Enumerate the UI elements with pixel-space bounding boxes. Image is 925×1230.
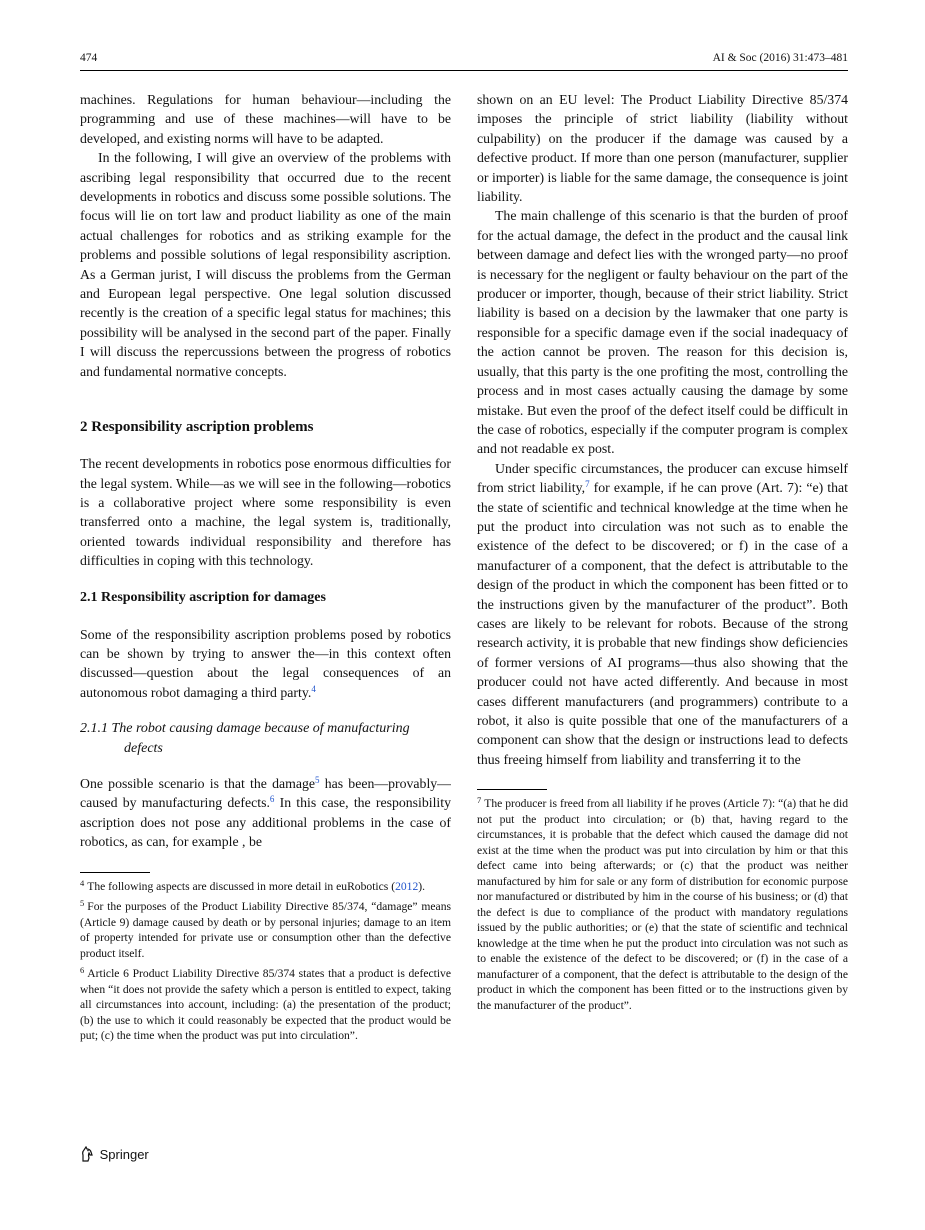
paragraph: The main challenge of this scenario is that the burden of proof for the actual damage, the defect in the product and the causal link between damage and defect lies with the wronged party—no proof is necessary for the negligent or faulty behaviour on the part of the producer or importer, though, because of their strict liability. Strict liability is based on a decision by the lawmaker that one party is responsible for a specific damage even if the social inadequacy of the action cannot be proven. The reason for this decision is, usually, that this party is the one profiting the most, controlling the process and in most cases actually causing the damage by some mistake. But even the proof of the defect itself could be difficult in the case of robotics, especially if the computer program is complex and not readable ex post. <box>477 208 848 457</box>
paragraph: In the following, I will give an overview of the problems with ascribing legal responsibility that occurred due to the recent developments in robotics and discuss some possible solutions. The focus will lie on tort law and product liability as one of the main actual challenges for robotics and as striking example for the problems and possible solutions of legal responsibility ascription. As a German jurist, I will discuss the problems from the German and European legal perspective. One legal solution discussed recently is the creation of a specific legal status for machines; this possibility will be analysed in the second part of the paper. Finally I will discuss the repercussions between the progress of robotics and fundamental normative concepts. <box>80 150 451 379</box>
page-number: 474 <box>80 52 98 64</box>
paragraph-text: Under specific circumstances, the producer can excuse himself from strict liability, <box>477 460 848 496</box>
publisher-name: Springer <box>99 1147 149 1162</box>
subsection-heading: 2.1 Responsibility ascription for damages <box>80 589 326 605</box>
subsubsection-heading: 2.1.1 The robot causing damage because of manufacturing defects <box>80 721 410 756</box>
footnote-7: $^7$ The producer is freed from all liability if he proves (Article 7): “(a) that he did not put the product into circulation; or (b) that, having regard to the circumstances, it is probable that the defect which caused the damage did not exist at the time when the product was put into circulation by him or that this defect came into being afterwards; or (c) that the product was neither manufactured by him for sale or any form of distribution for economic purpose nor manufactured or distributed by him in the course of his business; or (d) that the defect is due to compliance of the product with mandatory regulations issued by the public authorities; or (e) that the state of scientific and technical knowledge at the time when he put the product into circulation was not such as to enable the existence of the defect to be discovered; or (f) in the case of a manufacturer of a component, that the defect is attributable to the design of the product in which the component has been fitted or to the instructions given by the manufacturer of the product”. <box>477 795 848 1012</box>
publisher-footer <box>80 1146 149 1165</box>
paragraph-text: In this case, the responsibility ascription does not pose any additional problems in the case of robotics, as can, for example , be <box>80 795 451 850</box>
paragraph <box>80 774 451 852</box>
paragraph-text: One possible scenario is that the damage <box>80 775 316 791</box>
footnote-ref-4[interactable]: 4 <box>311 683 316 694</box>
paragraph <box>80 625 451 703</box>
footnote-6: $^6$ Article 6 Product Liability Directive 85/374 states that a product is defective when “it does not provide the safety which a person is entitled to expect, taking all circumstances into account, including: (a) the presentation of the product; (b) the use to which it could reasonably be expected that the product would be put; (c) the time when the product was put into circulation”. <box>80 965 451 1043</box>
journal-citation: AI & Soc (2016) 31:473–481 <box>712 52 848 64</box>
paragraph: shown on an EU level: The Product Liability Directive 85/374 imposes the principle of strict liability (liability without culpability) on the producer if the damage was caused by a defective product. If more than one person (manufacturer, supplier or importer) is liable for the same damage, the consequence is joint liability. <box>477 92 848 205</box>
footnote-ref-7[interactable]: 7 <box>585 479 590 490</box>
section-heading: 2 Responsibility ascription problems <box>80 419 314 436</box>
springer-horse-icon <box>80 1146 94 1165</box>
footnote-4: $^4$ The following aspects are discussed in more detail in euRobotics (2012). <box>80 877 426 893</box>
left-column <box>80 90 451 1049</box>
citation-link[interactable]: 2012 <box>395 879 419 893</box>
footnote-5: $^5$ For the purposes of the Product Liability Directive 85/374, “damage” means (Article 9) damage caused by death or by personal injuries; damage to an item of property intended for private use or consumption other than the defective product itself. <box>80 898 451 960</box>
paragraph-text: Some of the responsibility ascription problems posed by robotics can be shown by trying to answer the—in this context often discussed—question about the legal consequences of an autonomous robot damaging a third party. <box>80 626 451 700</box>
right-column <box>477 90 848 1018</box>
paragraph-text: for example, if he can prove (Art. 7): “e) that the state of scientific and technical knowledge at the time when he put the product into circulation was not such as to enable the existence of the defect to be discovered; or f) in the case of a manufacturer of a component, that the defect is attributable to the design of the product in which the component has been fitted or to the instructions given by the manufacturer of the product”. Both cases are likely to be relevant for robots. Because of the strong research activity, it is probable that new findings show deficiencies of former versions of AI programs—thus also showing that the producer could not have acted differently. And because in most cases different manufacturers (and programmers) contribute to a robot, it also is quite possible that one of the manufacturers of a component can show that the design or instructions lead to defects thus freeing himself from liability and transferring it to the <box>477 480 848 767</box>
footnote-ref-5[interactable]: 5 <box>315 774 320 785</box>
paragraph: The recent developments in robotics pose enormous difficulties for the legal system. While—as we will see in the following—robotics is a collaborative project where some responsibility is even transferred onto a machine, the legal system is, traditionally, oriented towards individual responsibility and therefore has difficulties in coping with this technology. <box>80 456 451 569</box>
footnote-divider <box>477 789 547 790</box>
paragraph <box>477 459 848 770</box>
paragraph: machines. Regulations for human behaviour—including the programming and use of these machines—will have to be developed, and existing norms will have to be adapted. <box>80 92 451 146</box>
footnote-divider <box>80 872 150 873</box>
footnote-ref-6[interactable]: 6 <box>269 794 275 805</box>
paragraph-text: has been—provably—caused by manufacturing defects. <box>80 775 451 811</box>
running-header <box>80 52 848 71</box>
